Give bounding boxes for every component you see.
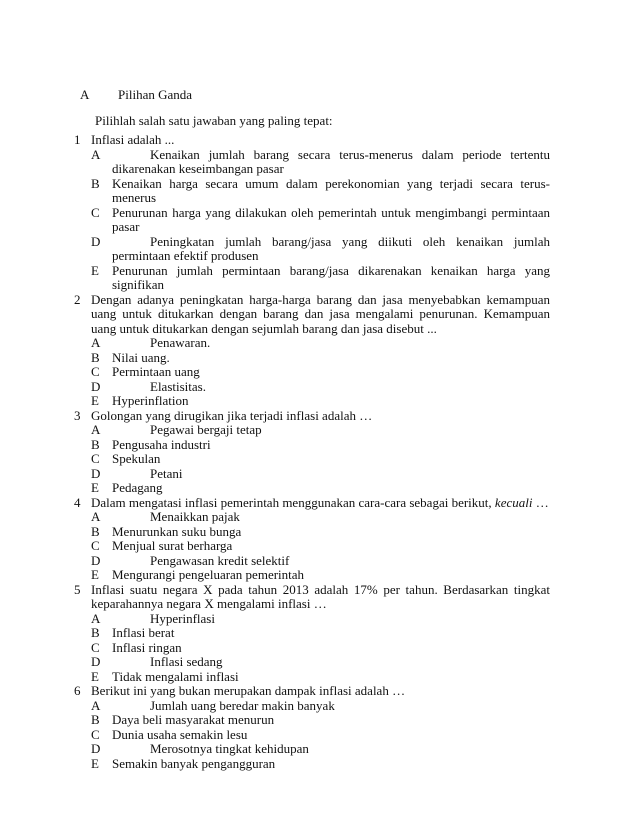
question-6 — [74, 684, 550, 771]
question-text: Golongan yang dirugikan jika terjadi inflasi adalah … — [91, 407, 373, 423]
option-letter: E — [91, 393, 99, 408]
option-letter: B — [91, 625, 100, 640]
option-d — [91, 380, 550, 395]
option-text: Menjual surat berharga — [112, 538, 233, 553]
question-text: Inflasi suatu negara X pada tahun 2013 adalah 17% per tahun. Berdasarkan tingkat keparahannya negara X mengalami inflasi … — [91, 581, 550, 611]
option-letter: D — [91, 233, 101, 249]
question-number: 4 — [74, 494, 81, 510]
option-c — [91, 539, 550, 554]
option-text: Petani — [150, 465, 183, 481]
option-text: Hyperinflasi — [150, 610, 215, 626]
question-number: 3 — [74, 407, 81, 423]
option-c — [91, 365, 550, 380]
option-text: Tidak mengalami inflasi — [112, 668, 239, 684]
option-text: Peningkatan jumlah barang/jasa yang diikuti oleh kenaikan jumlah permintaan efektif produsen — [112, 233, 550, 263]
option-d — [91, 554, 550, 569]
question-text: Dalam mengatasi inflasi pemerintah menggunakan cara-cara sebagai berikut, kecuali … — [91, 494, 549, 510]
option-text: Inflasi sedang — [150, 654, 223, 669]
option-a — [91, 423, 550, 438]
option-letter: D — [91, 741, 101, 756]
option-text: Pedagang — [112, 480, 163, 495]
option-a — [91, 148, 550, 177]
option-letter: C — [91, 364, 100, 379]
option-text: Penawaran. — [150, 335, 211, 350]
option-letter: D — [91, 552, 101, 568]
emphasis-text: kecuali — [494, 494, 533, 510]
option-letter: B — [91, 349, 100, 365]
option-letter: E — [91, 567, 99, 582]
option-text: Spekulan — [112, 451, 161, 466]
option-letter: C — [91, 639, 100, 655]
option-letter: B — [91, 436, 100, 452]
option-text: Menaikkan pajak — [150, 509, 240, 524]
question-list — [74, 133, 550, 771]
option-letter: B — [91, 175, 100, 191]
option-text: Nilai uang. — [112, 349, 170, 365]
question-2 — [74, 293, 550, 409]
option-e — [91, 394, 550, 409]
option-c — [91, 728, 550, 743]
option-text: Kenaikan jumlah barang secara terus-menerus dalam periode tertentu dikarenakan keseimbangan pasar — [112, 146, 550, 176]
option-b — [91, 626, 550, 641]
option-a — [91, 699, 550, 714]
question-text: Dengan adanya peningkatan harga-harga barang dan jasa menyebabkan kemampuan uang untuk ditukarkan dengan barang dan jasa mengalami penurunan. Kemampuan uang untuk ditukarkan dengan sejumlah barang dan jasa disebut ... — [91, 291, 550, 336]
option-text: Elastisitas. — [150, 378, 206, 394]
option-b — [91, 713, 550, 728]
option-text: Permintaan uang — [112, 364, 200, 379]
instruction-text: Pilihlah salah satu jawaban yang paling tepat: — [95, 113, 333, 128]
option-text: Merosotnya tingkat kehidupan — [150, 741, 309, 756]
option-text: Mengurangi pengeluaran pemerintah — [112, 567, 305, 582]
option-letter: E — [91, 480, 99, 495]
option-letter: C — [91, 726, 100, 742]
option-letter: B — [91, 523, 100, 539]
option-text: Pegawai bergaji tetap — [150, 422, 262, 437]
option-letter: E — [91, 668, 99, 684]
option-text: Kenaikan harga secara umum dalam perekonomian yang terjadi secara terus-menerus — [112, 175, 550, 205]
option-letter: E — [91, 262, 99, 278]
option-letter: A — [91, 697, 101, 713]
option-letter: D — [91, 378, 101, 394]
section-letter: A — [80, 87, 90, 102]
option-letter: C — [91, 204, 100, 220]
option-letter: A — [91, 610, 101, 626]
option-d — [91, 742, 550, 757]
option-a — [91, 336, 550, 351]
question-number: 6 — [74, 683, 81, 698]
option-letter: A — [91, 422, 101, 437]
option-c — [91, 206, 550, 235]
option-text: Daya beli masyarakat menurun — [112, 712, 275, 727]
option-text: Menurunkan suku bunga — [112, 523, 242, 539]
question-5 — [74, 583, 550, 685]
question-text: Berikut ini yang bukan merupakan dampak inflasi adalah … — [91, 683, 406, 698]
question-4 — [74, 496, 550, 583]
option-d — [91, 655, 550, 670]
option-a — [91, 510, 550, 525]
option-text: Pengawasan kredit selektif — [150, 552, 290, 568]
question-3 — [74, 409, 550, 496]
option-letter: C — [91, 538, 100, 553]
option-e — [91, 670, 550, 685]
section-heading — [80, 88, 192, 103]
option-text: Dunia usaha semakin lesu — [112, 726, 248, 742]
option-d — [91, 235, 550, 264]
option-letter: E — [91, 755, 99, 771]
option-c — [91, 452, 550, 467]
option-b — [91, 177, 550, 206]
question-number: 2 — [74, 291, 81, 307]
option-e — [91, 264, 550, 293]
option-text: Hyperinflation — [112, 393, 189, 408]
option-letter: A — [91, 335, 101, 350]
option-b — [91, 351, 550, 366]
option-b — [91, 525, 550, 540]
option-a — [91, 612, 550, 627]
option-text: Inflasi berat — [112, 625, 175, 640]
option-letter: A — [91, 146, 101, 162]
question-number: 1 — [74, 132, 81, 147]
question-text: Inflasi adalah ... — [91, 132, 175, 147]
option-text: Semakin banyak pengangguran — [112, 755, 276, 771]
option-letter: D — [91, 465, 101, 481]
option-letter: D — [91, 654, 101, 669]
option-text: Pengusaha industri — [112, 436, 211, 452]
option-letter: A — [91, 509, 101, 524]
option-d — [91, 467, 550, 482]
option-e — [91, 481, 550, 496]
option-c — [91, 641, 550, 656]
option-text: Inflasi ringan — [112, 639, 182, 655]
option-letter: C — [91, 451, 100, 466]
question-number: 5 — [74, 581, 81, 597]
option-text: Penurunan harga yang dilakukan oleh pemerintah untuk mengimbangi permintaan pasar — [112, 204, 550, 234]
option-e — [91, 568, 550, 583]
question-1 — [74, 133, 550, 293]
option-letter: B — [91, 712, 100, 727]
option-b — [91, 438, 550, 453]
option-e — [91, 757, 550, 772]
option-text: Penurunan jumlah permintaan barang/jasa dikarenakan kenaikan harga yang signifikan — [112, 262, 550, 292]
option-text: Jumlah uang beredar makin banyak — [150, 697, 335, 713]
section-title: Pilihan Ganda — [118, 87, 193, 102]
